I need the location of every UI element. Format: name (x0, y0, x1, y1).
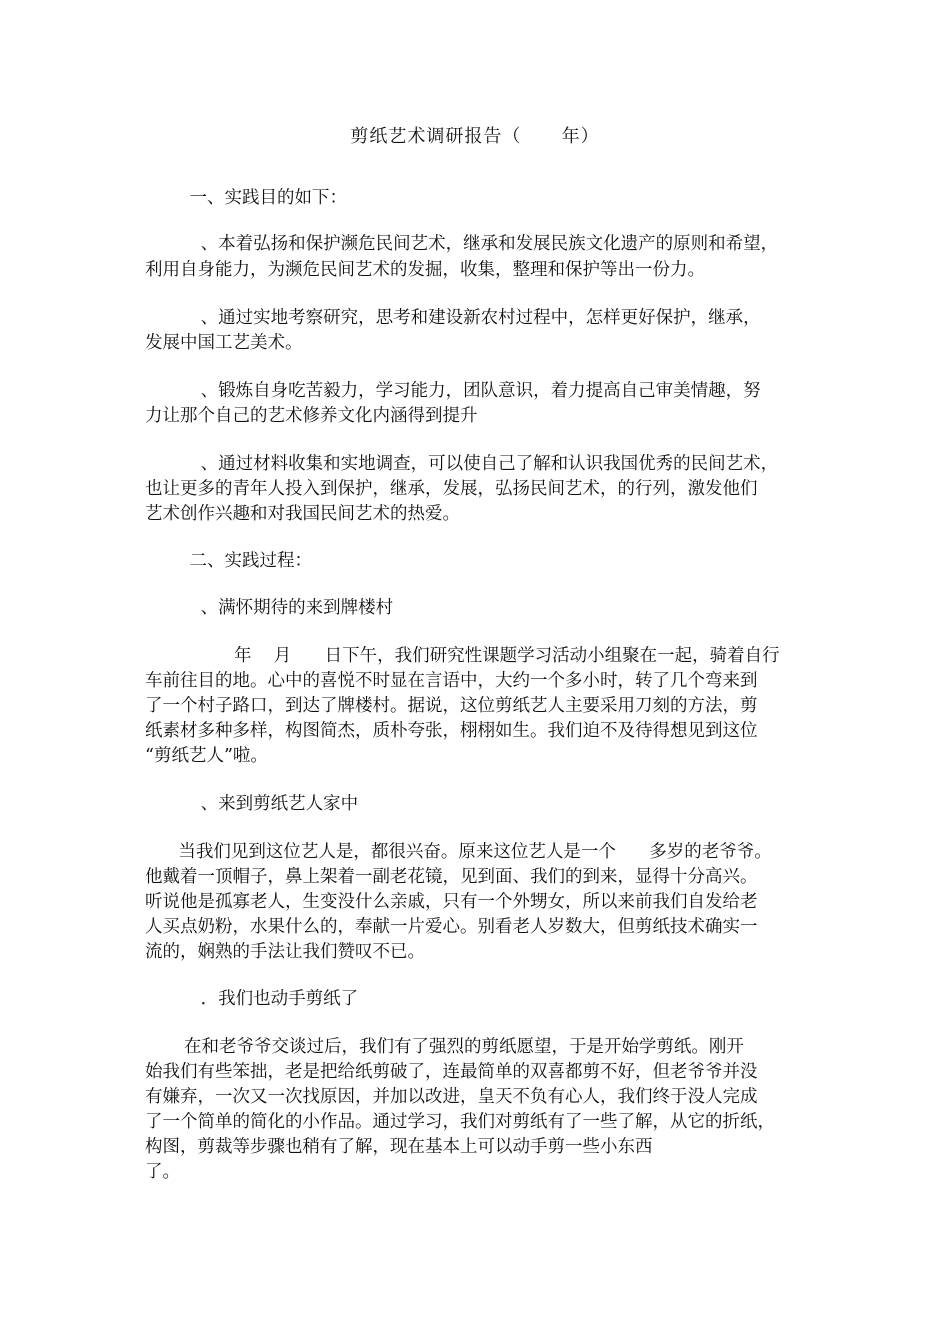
paragraph-line: 艺术创作兴趣和对我国民间艺术的热爱。 (145, 504, 460, 524)
paragraph-line: 了一个简单的简化的小作品。通过学习，我们对剪纸有了一些了解，从它的折纸， (145, 1112, 775, 1132)
paragraph-line: 利用自身能力，为濒危民间艺术的发掘，收集，整理和保护等出一份力。 (145, 260, 705, 280)
paragraph-line: 了一个村子路口，到达了牌楼村。据说，这位剪纸艺人主要采用刀刻的方法，剪 (145, 696, 758, 716)
paragraph-line: 纸素材多种多样，构图简杰，质朴夸张，栩栩如生。我们迫不及待得想见到这位 (145, 721, 758, 741)
paragraph-line: 、本着弘扬和保护濒危民间艺术，继承和发展民族文化遗产的原则和希望， (145, 234, 779, 254)
paragraph-line: 车前往目的地。心中的喜悦不时显在言语中，大约一个多小时，转了几个弯来到 (145, 671, 758, 691)
paragraph-line: 始我们有些笨拙，老是把给纸剪破了，连最简单的双喜都剪不好，但老爷爷并没 (145, 1062, 758, 1082)
section-heading: 二、实践过程： (145, 551, 313, 571)
paragraph-line: 了。 (145, 1162, 180, 1182)
paragraph-line: 年 月 日下午，我们研究性课题学习活动小组聚在一起，骑着自行 (145, 646, 780, 666)
paragraph-line: 发展中国工艺美术。 (145, 333, 303, 353)
paragraph-line: 听说他是孤寡老人，生变没什么亲戚，只有一个外甥女，所以来前我们自发给老 (145, 892, 758, 912)
paragraph-line: 、锻炼自身吃苦毅力，学习能力，团队意识，着力提高自己审美情趣，努 (145, 381, 761, 401)
paragraph-line: 当我们见到这位艺人是，都很兴奋。原来这位艺人是一个 多岁的老爷爷。 (145, 842, 772, 862)
subsection-heading: 、来到剪纸艺人家中 (145, 794, 359, 814)
paragraph-line: 、通过材料收集和实地调查，可以使自己了解和认识我国优秀的民间艺术， (145, 454, 779, 474)
section-heading: 一、实践目的如下： (145, 188, 348, 208)
paragraph-line: 、通过实地考察研究，思考和建设新农村过程中，怎样更好保护，继承， (145, 308, 761, 328)
paragraph-line: 在和老爷爷交谈过后，我们有了强烈的剪纸愿望，于是开始学剪纸。刚开 (145, 1037, 744, 1057)
paragraph-line: 也让更多的青年人投入到保护，继承，发展，弘扬民间艺术，的行列，激发他们 (145, 479, 758, 499)
paragraph-line: 他戴着一顶帽子，鼻上架着一副老花镜，见到面、我们的到来，显得十分高兴。 (145, 867, 758, 887)
subsection-heading: 、满怀期待的来到牌楼村 (145, 598, 394, 618)
paragraph-line: 流的，娴熟的手法让我们赞叹不已。 (145, 942, 425, 962)
paragraph-line: 构图，剪裁等步骤也稍有了解，现在基本上可以动手剪一些小东西 (145, 1137, 653, 1157)
subsection-heading: ．我们也动手剪纸了 (145, 989, 359, 1009)
paragraph-line: 人买点奶粉，水果什么的，奉献一片爱心。别看老人岁数大，但剪纸技术确实一 (145, 917, 758, 937)
document-title: 剪纸艺术调研报告（ 年） (350, 126, 600, 147)
paragraph-line: “剪纸艺人”啦。 (145, 746, 268, 766)
paragraph-line: 力让那个自己的艺术修养文化内涵得到提升 (145, 406, 478, 426)
paragraph-line: 有嫌弃，一次又一次找原因，并加以改进，皇天不负有心人，我们终于没人完成 (145, 1087, 758, 1107)
